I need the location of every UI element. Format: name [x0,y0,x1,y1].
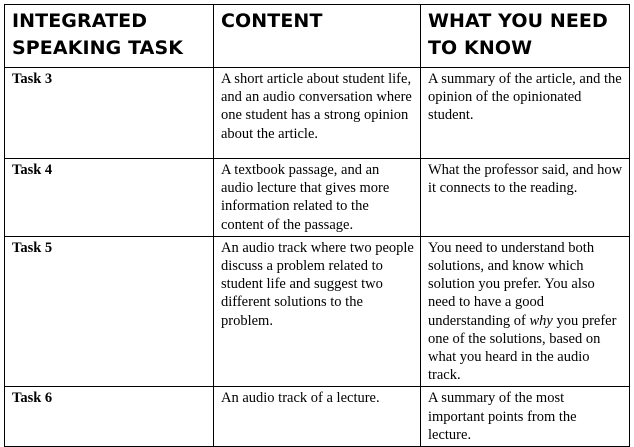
header-need-to-know: WHAT YOU NEED TO KNOW [421,5,630,68]
content-cell: A short article about student life, and an audio conversation where one student has a strong opinion about the article. [214,68,421,159]
task-name-cell: Task 6 [5,387,214,447]
table-row [5,387,630,447]
task-name-cell: Task 3 [5,68,214,159]
content-cell: A textbook passage, and an audio lecture that gives more information related to the content of the passage. [214,159,421,237]
task-name-cell: Task 5 [5,236,214,387]
table-row [5,236,630,387]
table-row [5,68,630,159]
task-name-cell: Task 4 [5,159,214,237]
need-text-after: you prefer one of the solutions, based on what you heard in the audio track. [428,312,617,384]
header-task: INTEGRATED SPEAKING TASK [5,5,214,68]
header-row [5,5,630,68]
content-cell: An audio track of a lecture. [214,387,421,447]
need-text-emphasis: why [529,312,553,329]
need-to-know-cell [421,236,630,387]
need-to-know-cell: A summary of the article, and the opinion of the opinionated student. [421,68,630,159]
content-cell: An audio track where two people discuss a problem related to student life and suggest two different solutions to the problem. [214,236,421,387]
speaking-tasks-table [4,4,630,447]
need-text-before: You need to understand both solutions, and know which solution you prefer. You also need to have a good understanding of [428,239,595,329]
header-content: CONTENT [214,5,421,68]
table-row [5,159,630,237]
need-to-know-cell: A summary of the most important points from the lecture. [421,387,630,447]
need-to-know-cell: What the professor said, and how it connects to the reading. [421,159,630,237]
